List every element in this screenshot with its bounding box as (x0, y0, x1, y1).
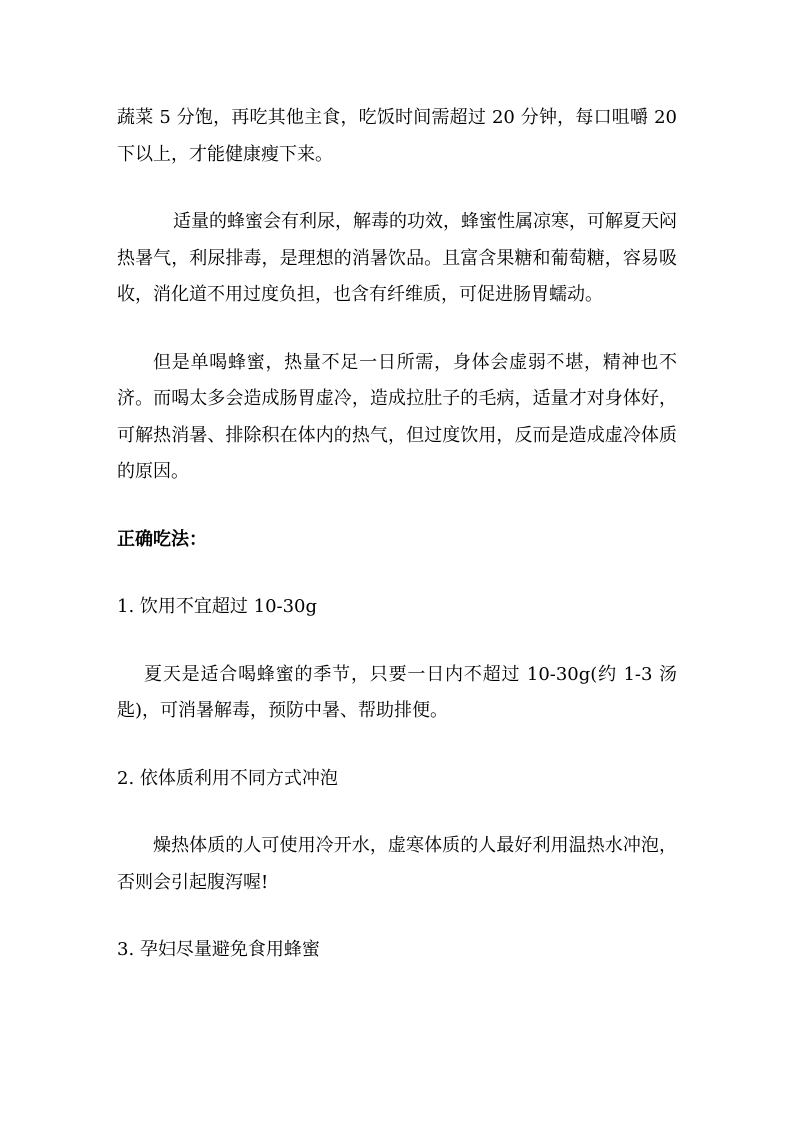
list-item-2-title: 2. 依体质利用不同方式冲泡 (117, 767, 338, 789)
list-item-3-title: 3. 孕妇尽量避免食用蜂蜜 (117, 939, 320, 960)
paragraph-honey-benefits: 适量的蜂蜜会有利尿，解毒的功效，蜂蜜性属凉寒，可解夏天闷热暑气，利尿排毒，是理想的消暑饮品。且富含果糖和葡萄糖，容易吸收，消化道不用过度负担，也含有纤维质，可促进肠胃蠕动。 (117, 211, 677, 305)
list-item-1-body: 夏天是适合喝蜂蜜的季节，只要一日内不超过 10-30g(约 1-3 汤匙)，可消暑解毒，预防中暑、帮助排便。 (117, 663, 677, 721)
list-item-2-body: 燥热体质的人可使用冷开水，虚寒体质的人最好利用温热水冲泡，否则会引起腹泻喔! (117, 835, 677, 893)
list-item-1-title: 1. 饮用不宜超过 10-30g (117, 596, 318, 617)
section-heading-correct-usage: 正确吃法： (117, 528, 207, 550)
paragraph-honey-caution: 但是单喝蜂蜜，热量不足一日所需，身体会虚弱不堪，精神也不济。而喝太多会造成肠胃虚冷，造成拉肚子的毛病，适量才对身体好，可解热消暑、排除积在体内的热气，但过度饮用，反而是造成虚冷体质的原因。 (117, 351, 677, 482)
document-page (117, 100, 677, 969)
paragraph-diet-tip: 蔬菜 5 分饱，再吃其他主食，吃饭时间需超过 20 分钟，每口咀嚼 20 下以上，才能健康瘦下来。 (117, 107, 677, 165)
